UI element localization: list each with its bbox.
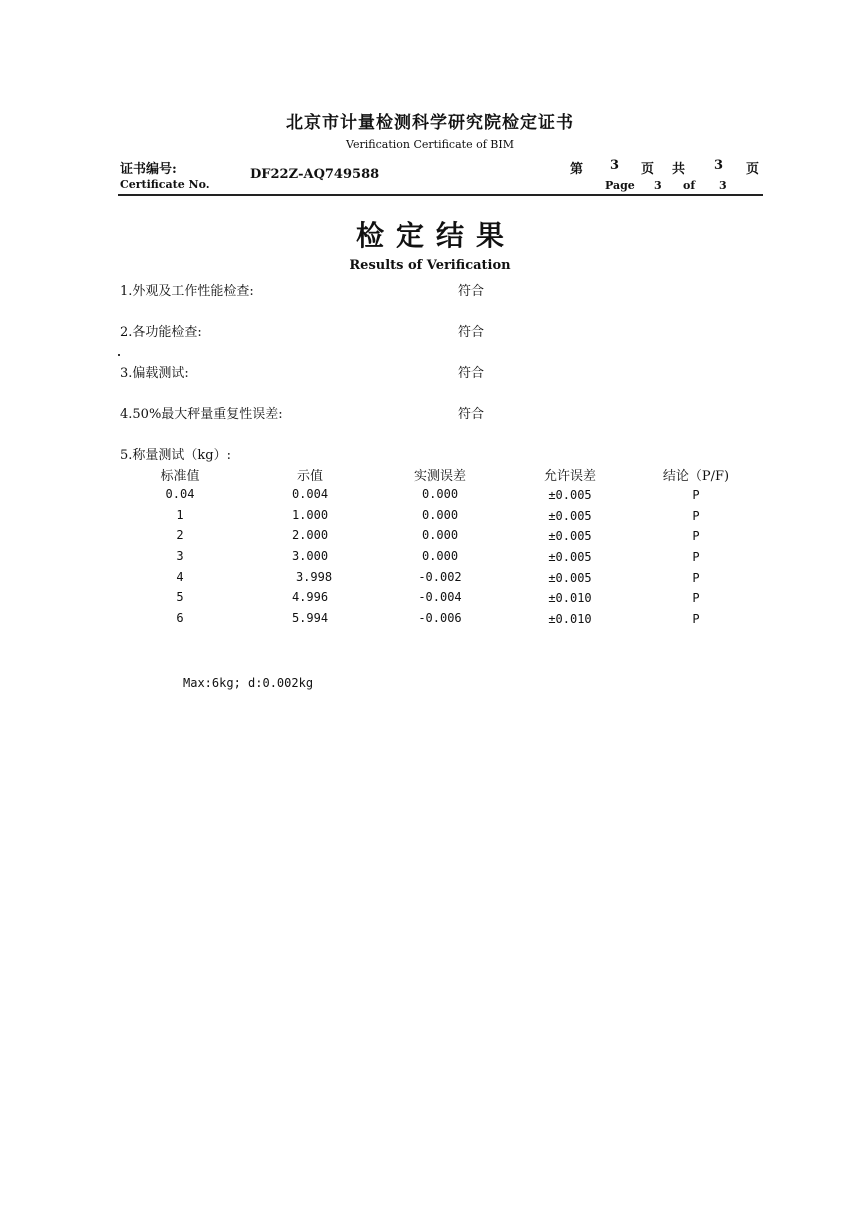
- table-cell: 3: [176, 549, 184, 563]
- check-item-label: 1.外观及工作性能检查:: [120, 284, 254, 299]
- table-cell: -0.004: [418, 590, 462, 604]
- certificate-number-label-cn: 证书编号:: [120, 162, 177, 177]
- table-cell: ±0.005: [548, 550, 592, 564]
- certificate-title-en: Verification Certificate of BIM: [346, 138, 514, 151]
- table-cell: 2.000: [291, 528, 329, 542]
- table-cell: 0.000: [421, 528, 459, 542]
- table-cell: 0.04: [165, 487, 195, 501]
- table-cell: 2: [176, 528, 184, 542]
- table-header: 结论（P/F): [662, 469, 730, 484]
- table-header: 示值: [296, 469, 323, 484]
- results-title-cn: 检定结果: [355, 219, 516, 252]
- results-title-en: Results of Verification: [349, 258, 511, 273]
- page-total: 3: [714, 158, 724, 173]
- scan-speck: [118, 354, 120, 356]
- check-item-result: 符合: [458, 407, 485, 422]
- table-cell: -0.006: [418, 611, 462, 625]
- table-cell: 1: [176, 508, 184, 522]
- weighing-test-label: 5.称量测试（kg）:: [120, 448, 231, 463]
- page-di: 第: [570, 162, 584, 177]
- table-cell: 5.994: [291, 611, 329, 625]
- table-cell: ±0.005: [548, 488, 592, 502]
- page-ye: 页: [641, 162, 655, 177]
- table-header: 实测误差: [413, 469, 466, 484]
- table-cell: P: [692, 571, 700, 585]
- table-cell: 0.004: [291, 487, 329, 501]
- page-number-en: 3: [654, 179, 662, 192]
- institute-title: 北京市计量检测科学研究院检定证书: [286, 113, 574, 133]
- page-label-en: Page: [605, 179, 635, 192]
- table-cell: ±0.010: [548, 591, 592, 605]
- table-cell: 0.000: [421, 487, 459, 501]
- table-cell: ±0.010: [548, 612, 592, 626]
- table-cell: 6: [176, 611, 184, 625]
- table-cell: 0.000: [421, 508, 459, 522]
- table-cell: P: [692, 529, 700, 543]
- table-cell: ±0.005: [548, 571, 592, 585]
- check-item-label: 3.偏载测试:: [120, 366, 189, 381]
- table-cell: P: [692, 591, 700, 605]
- header-divider: [118, 194, 763, 196]
- page-number: 3: [610, 158, 620, 173]
- check-item-label: 2.各功能检查:: [120, 325, 202, 340]
- table-cell: P: [692, 550, 700, 564]
- table-cell: 5: [176, 590, 184, 604]
- page-ye2: 页: [746, 162, 760, 177]
- table-cell: 3.000: [291, 549, 329, 563]
- page-total-en: 3: [719, 179, 727, 192]
- table-header: 允许误差: [543, 469, 596, 484]
- table-cell: 4: [176, 570, 184, 584]
- page-of-en: of: [683, 179, 696, 192]
- check-item-result: 符合: [458, 284, 485, 299]
- table-cell: P: [692, 509, 700, 523]
- check-item-result: 符合: [458, 325, 485, 340]
- check-item-label: 4.50%最大秤量重复性误差:: [120, 407, 283, 422]
- check-item-result: 符合: [458, 366, 485, 381]
- table-cell: 3.998: [295, 570, 333, 584]
- table-cell: ±0.005: [548, 529, 592, 543]
- table-cell: P: [692, 488, 700, 502]
- table-header: 标准值: [160, 469, 200, 484]
- capacity-footnote: Max:6kg; d:0.002kg: [183, 676, 314, 690]
- certificate-number: DF22Z-AQ749588: [250, 167, 380, 182]
- certificate-number-label-en: Certificate No.: [120, 178, 210, 191]
- table-cell: 0.000: [421, 549, 459, 563]
- table-cell: 4.996: [291, 590, 329, 604]
- table-cell: P: [692, 612, 700, 626]
- table-cell: -0.002: [418, 570, 462, 584]
- table-cell: ±0.005: [548, 509, 592, 523]
- page-gong: 共: [672, 162, 686, 177]
- table-cell: 1.000: [291, 508, 329, 522]
